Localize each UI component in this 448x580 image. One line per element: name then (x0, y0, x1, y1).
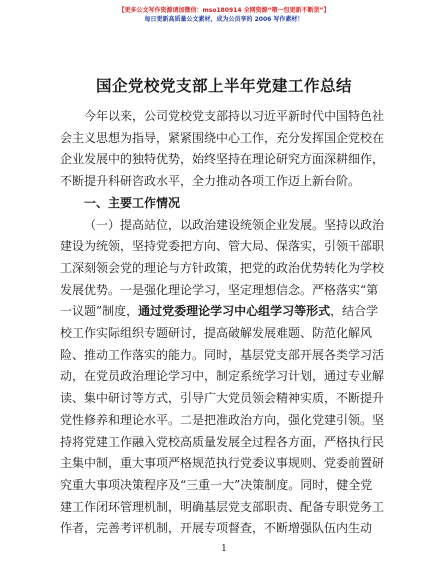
para-line: 党性修养和理论水平。二是把准政治方向，强化党建引领。坚 (60, 412, 385, 427)
para-line: 动，在党员政治理论学习中，制定系统学习计划，通过专业解 (60, 369, 385, 384)
section-heading: 一、主要工作情况 (84, 195, 181, 210)
para-line: 建工作闭环管理机制，明确基层党支部职责、配备专职党务工 (60, 499, 385, 514)
para-line: 发展优势。一是强化理论学习，坚定理想信念。严格落实“第 (60, 282, 379, 297)
para-line: 究重大事项决策程序及“三重一大”决策制度。同时，健全党 (60, 477, 373, 492)
para-line: 作者，完善考评机制，开展专项督查，不断增强队伍内生动 (60, 521, 373, 536)
para-line: 读、集中研讨等方式，引导广大党员领会精神实质，不断提升 (60, 391, 385, 406)
para-line: 险、推动工作落实的能力。同时，基层党支部开展各类学习活 (60, 347, 385, 362)
para-line: 工深刻领会党的理论与方针政策，把党的政治优势转化为学校 (60, 260, 385, 275)
para-line: 建设为统领，坚持党委把方向、管大局、保落实，引领干部职 (60, 239, 385, 254)
intro-line: 不断提升科研咨政水平，全力推动各项工作迈上新台阶。 (60, 174, 361, 189)
document-title: 国企党校党支部上半年党建工作总结 (95, 77, 352, 95)
para-text: ，结合学 (330, 304, 379, 319)
intro-line: 今年以来，公司党校党支部持以习近平新时代中国特色社 (84, 109, 385, 123)
para-line: 持将党建工作融入党校高质量发展全过程各方面，严格执行民 (60, 434, 385, 449)
document-body (60, 106, 388, 540)
para-line (60, 301, 388, 323)
page-number: 1 (221, 544, 227, 554)
promo-line-1: 【更多公文写作资源请加微信：mso180914 全网资源“喂一包更新不断货”】 (118, 7, 330, 14)
para-text: 一议题”制度， (60, 304, 139, 319)
para-line: 校工作实际组织专题研讨，提高破解发展难题、防范化解风 (60, 326, 373, 341)
intro-line: 会主义思想为指导，紧紧围绕中心工作，充分发挥国企党校在 (60, 130, 385, 145)
para-line: 主集中制，重大事项严格规范执行党委议事规则、党委前置研 (60, 456, 385, 471)
promo-line-2: 每日更新高质量公文素材，成为公员享的 2006 写作素材！ (144, 16, 304, 23)
para-line: （一）提高站位，以政治建设统领企业发展。坚持以政治 (84, 217, 385, 232)
promo-header (0, 6, 448, 24)
intro-line: 企业发展中的独特优势，始终坚持在理论研究方面深耕细作， (60, 152, 385, 167)
para-bold-text: 通过党委理论学习中心组学习等形式 (138, 304, 331, 319)
